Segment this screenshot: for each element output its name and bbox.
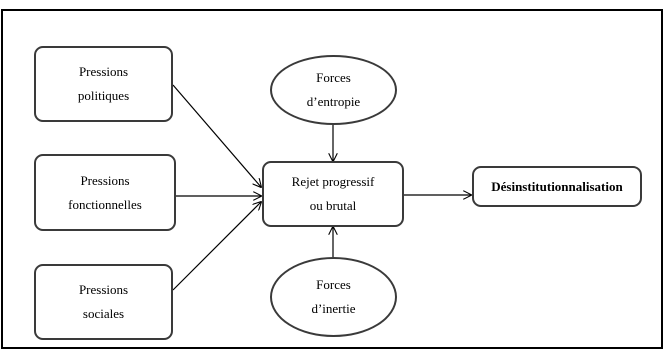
- node-label-line1: Pressions: [78, 282, 129, 297]
- node-forces-inertie: [270, 257, 397, 337]
- node-label-line2: fonctionnelles: [68, 196, 142, 212]
- node-label-line2: d’inertie: [311, 301, 356, 316]
- node-pressions-fonctionnelles: [34, 154, 176, 231]
- node-label: Désinstitutionnalisation: [491, 178, 623, 194]
- node-label-line2: sociales: [82, 306, 125, 321]
- node-label-line1: Forces: [316, 277, 351, 292]
- node-label-line1: Rejet progressif: [291, 174, 375, 189]
- node-label-line1: Pressions: [80, 172, 130, 188]
- node-label-line2: politiques: [77, 88, 130, 103]
- node-rejet-progressif: [262, 161, 404, 227]
- edge-politiques-to-rejet: [173, 85, 261, 187]
- node-label-line2: ou brutal: [309, 198, 357, 213]
- node-pressions-politiques: [34, 46, 173, 122]
- node-label-line1: Forces: [316, 70, 351, 85]
- node-pressions-sociales: [34, 264, 173, 340]
- node-label-line1: Pressions: [78, 64, 129, 79]
- node-desinstitutionnalisation: [472, 166, 642, 207]
- node-label-line2: d’entropie: [306, 94, 361, 109]
- edge-sociales-to-rejet: [173, 202, 261, 290]
- node-forces-entropie: [270, 55, 397, 125]
